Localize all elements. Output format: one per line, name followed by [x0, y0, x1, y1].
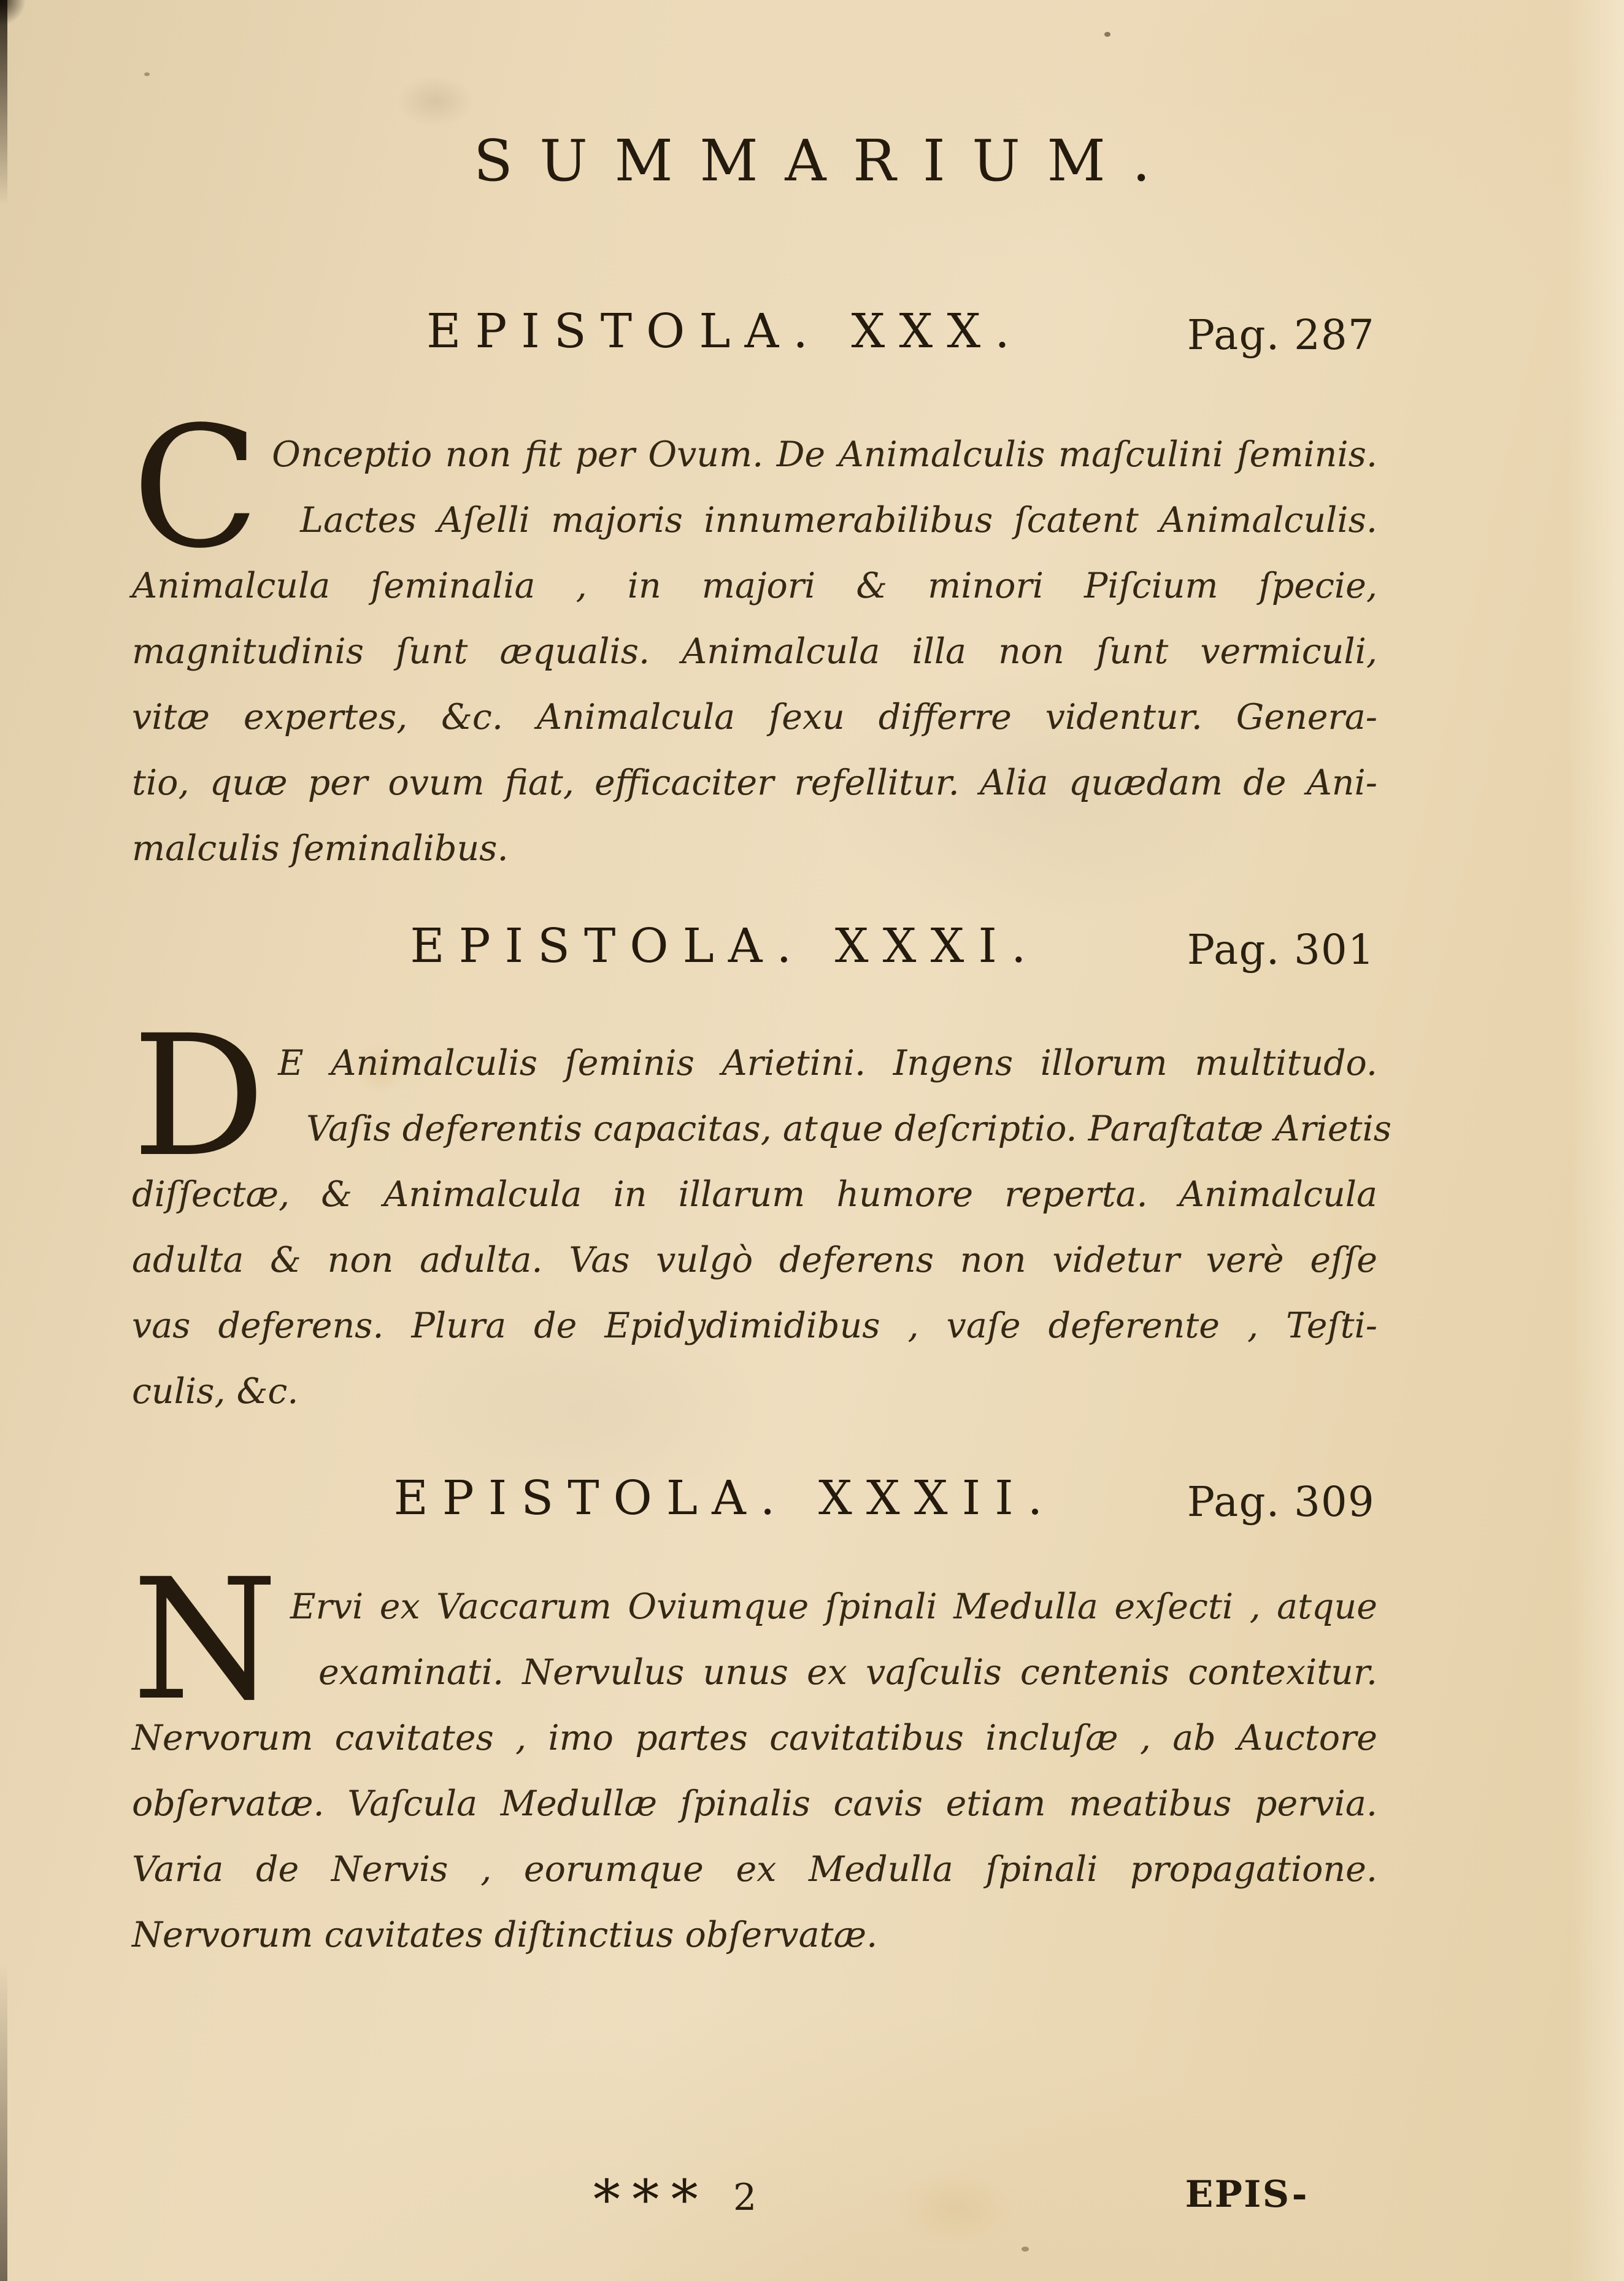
- drop-cap: C: [132, 391, 260, 585]
- section-heading: EPISTOLA. XXXII.: [393, 1471, 1057, 1526]
- summary-text: [132, 1544, 1377, 1968]
- signature-mark: [52, 2164, 1298, 2231]
- text-line: Lactes Aſelli majoris innumerabilibus ſcatent Animalculis.: [300, 500, 1377, 540]
- text-line: magnitudinis ſunt æqualis. Animalcula illa non ſunt vermiculi,: [132, 631, 1377, 672]
- text-line: Onceptio non fit per Ovum. De Animalculis maſculini ſeminis.: [272, 434, 1377, 475]
- text-line: Nervorum cavitates diſtinctius obſervatæ.: [132, 1915, 878, 1955]
- page-right-edge-highlight: [1569, 0, 1624, 2281]
- drop-cap: D: [132, 1000, 266, 1194]
- section-heading-row-epistola-xxxi: [132, 913, 1377, 983]
- section-heading-row-epistola-xxxii: [132, 1465, 1377, 1536]
- section-heading-row-epistola-xxx: [132, 298, 1377, 369]
- section-heading: EPISTOLA. XXXI.: [410, 919, 1041, 974]
- signature-stars: ***: [593, 2168, 710, 2231]
- text-line: malculis ſeminalibus.: [132, 828, 509, 869]
- text-line: examinati. Nervulus unus ex vaſculis centenis contexitur.: [318, 1652, 1377, 1693]
- text-line: Varia de Nervis , eorumque ex Medulla ſpinali propagatione.: [132, 1849, 1377, 1890]
- paper-speck: [144, 72, 150, 76]
- epistle-summary-xxxii: [132, 1544, 1377, 1968]
- drop-cap: N: [132, 1544, 278, 1737]
- text-line: vas deferens. Plura de Epidydimidibus , vaſe deferente , Teſti-: [132, 1306, 1377, 1346]
- section-heading: EPISTOLA. XXX.: [426, 304, 1024, 359]
- page-title: SUMMARIUM.: [473, 128, 1177, 194]
- text-line: Animalcula ſeminalia , in majori & minori Piſcium ſpecie,: [132, 566, 1377, 606]
- page-reference: Pag. 309: [1187, 1478, 1375, 1526]
- epistle-summary-xxxi: [132, 1000, 1392, 1425]
- page-reference: Pag. 301: [1187, 926, 1375, 974]
- text-line: adulta & non adulta. Vas vulgò deferens non videtur verè eſſe: [132, 1240, 1377, 1280]
- text-line: Vaſis deferentis capacitas, atque deſcriptio. Paraſtatæ Arietis: [306, 1109, 1392, 1149]
- paper-speck: [1104, 32, 1110, 37]
- page-left-edge-shadow: [0, 0, 7, 2281]
- paper-speck: [1022, 2247, 1029, 2252]
- page-footer: [132, 2164, 1377, 2238]
- text-line: Nervorum cavitates , imo partes cavitatibus incluſæ , ab Auctore: [132, 1718, 1377, 1758]
- summary-text: [132, 1000, 1392, 1425]
- text-line: diſſectæ, & Animalcula in illarum humore reperta. Animalcula: [132, 1174, 1377, 1215]
- text-line: culis, &c.: [132, 1371, 299, 1412]
- text-line: Ervi ex Vaccarum Oviumque ſpinali Medulla exſecti , atque: [290, 1587, 1377, 1627]
- page-corner-shadow: [0, 0, 28, 28]
- epistle-summary-xxx: [132, 391, 1377, 882]
- catchword: EPIS-: [1185, 2173, 1309, 2216]
- text-line: E Animalculis ſeminis Arietini. Ingens illorum multitudo.: [278, 1043, 1377, 1083]
- text-line: obſervatæ. Vaſcula Medullæ ſpinalis cavis etiam meatibus pervia.: [132, 1783, 1377, 1824]
- signature-number: 2: [733, 2176, 757, 2219]
- summary-text: [132, 391, 1377, 882]
- text-line: tio, quæ per ovum fiat, efficaciter refellitur. Alia quædam de Ani-: [132, 763, 1377, 803]
- text-line: vitæ expertes, &c. Animalcula ſexu differre videntur. Genera-: [132, 697, 1377, 737]
- page-reference: Pag. 287: [1187, 311, 1375, 359]
